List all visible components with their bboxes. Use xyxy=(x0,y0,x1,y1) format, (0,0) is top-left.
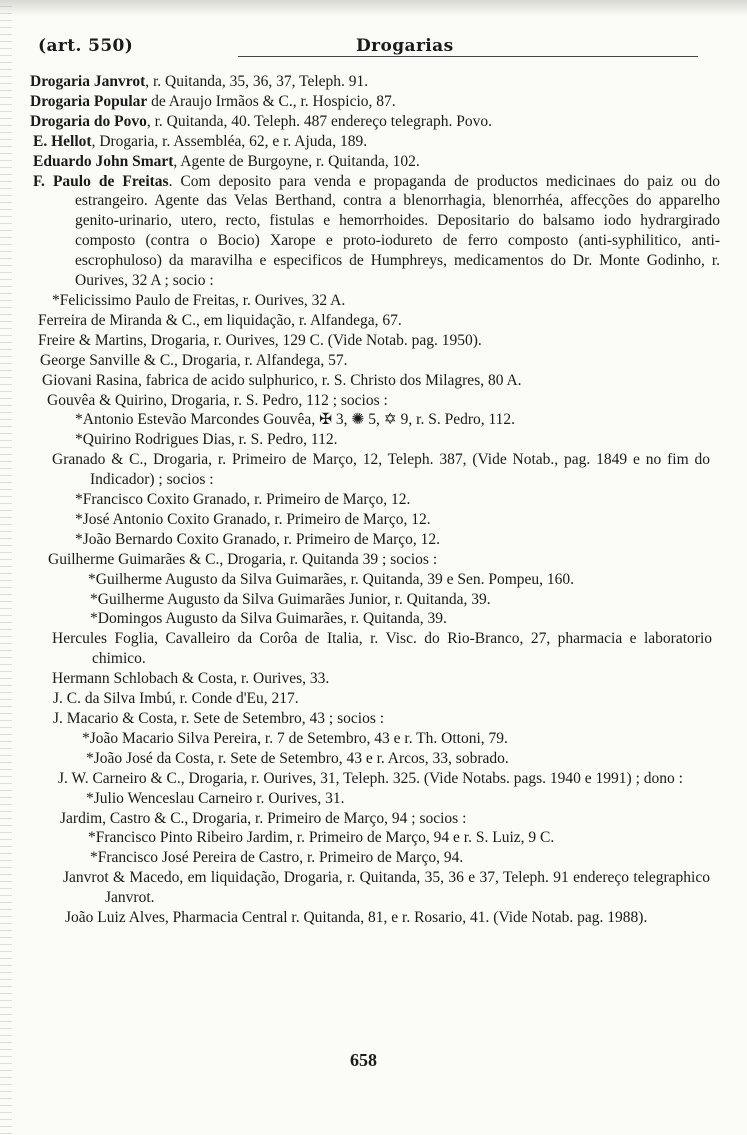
directory-entry xyxy=(52,450,710,490)
entry-text: J. C. da Silva Imbú, r. Conde d'Eu, 217. xyxy=(53,690,299,708)
entry-name: F. Paulo de Freitas xyxy=(33,172,169,190)
entry-text: *Guilherme Augusto da Silva Guimarães Junior, r. Quitanda, 39. xyxy=(90,590,491,608)
entry-text: *João Bernardo Coxito Granado, r. Primeiro de Março, 12. xyxy=(75,530,441,548)
directory-entry xyxy=(86,789,686,809)
directory-entry xyxy=(88,828,702,848)
entry-text: , Drogaria, r. Assembléa, 62, e r. Ajuda, 189. xyxy=(91,132,368,150)
directory-entry xyxy=(75,490,715,510)
entry-text: . Com deposito para venda e propaganda de productos medicinaes do paiz ou do estrangeiro. Agente das Velas Berthand, contra a blenorrhagia, blenorrhéa, affecções do apparelho genito-urinario, utero, recto, fistulas e hemorrhoides. Depositario do balsamo iodo hydrargirado composto (contra o Bocio) Xarope e proto-iodureto de ferro composto (anti-syphilitico, anti-escrophuloso) da maravilha e especificos de Humphreys, medicamentos do Dr. Monte Godinho, r. Ourives, 32 A ; socio : xyxy=(75,172,721,290)
entry-text: *Francisco Pinto Ribeiro Jardim, r. Primeiro de Março, 94 e r. S. Luiz, 9 C. xyxy=(88,829,555,847)
directory-entry xyxy=(90,848,690,868)
entry-text: *Guilherme Augusto da Silva Guimarães, r. Quitanda, 39 e Sen. Pompeu, 160. xyxy=(88,570,575,588)
directory-entry xyxy=(75,510,715,530)
directory-entry xyxy=(90,590,690,610)
entry-text: *Felicissimo Paulo de Freitas, r. Ourives, 32 A. xyxy=(52,291,346,309)
entry-text: , r. Quitanda, 35, 36, 37, Teleph. 91. xyxy=(145,73,369,90)
entry-name: Drogaria do Povo xyxy=(30,112,147,130)
entry-text: Hermann Schlobach & Costa, r. Ourives, 33. xyxy=(52,670,330,688)
directory-entry xyxy=(75,430,715,450)
scan-edge xyxy=(0,0,747,16)
entry-text: Guilherme Guimarães & C., Drogaria, r. Quitanda 39 ; socios : xyxy=(48,550,438,568)
directory-entry xyxy=(52,629,712,669)
entry-text: Hercules Foglia, Cavalleiro da Corôa de Italia, r. Visc. do Rio-Branco, 27, pharmacia e laboratorio chimico. xyxy=(52,630,712,668)
entry-text: , r. Quitanda, 40. Teleph. 487 endereço telegraph. Povo. xyxy=(146,112,492,130)
directory-entry xyxy=(33,152,713,172)
directory-entry xyxy=(60,809,700,829)
directory-entry xyxy=(86,749,706,769)
directory-entry xyxy=(88,570,710,590)
entry-text: *José Antonio Coxito Granado, r. Primeiro de Março, 12. xyxy=(75,510,431,528)
entry-text: *Julio Wenceslau Carneiro r. Ourives, 31. xyxy=(86,789,345,807)
directory-entry xyxy=(53,689,693,709)
directory-entry xyxy=(33,172,721,291)
directory-entry xyxy=(53,709,693,729)
header-rule xyxy=(238,56,698,57)
directory-entry xyxy=(58,769,702,789)
directory-entry xyxy=(30,72,710,92)
entry-text: *Antonio Estevão Marcondes Gouvêa, ✠ 3, ✺ 5, ✡ 9, r. S. Pedro, 112. xyxy=(75,411,516,429)
directory-entry xyxy=(30,112,710,132)
entry-text: Janvrot & Macedo, em liquidação, Drogaria, r. Quitanda, 35, 36 e 37, Teleph. 91 endereço telegraphico Janvrot. xyxy=(63,869,710,907)
entry-name: Drogaria Janvrot xyxy=(30,73,146,90)
page-header xyxy=(38,34,698,58)
entry-text: Jardim, Castro & C., Drogaria, r. Primeiro de Março, 94 ; socios : xyxy=(60,809,467,827)
entry-text: *João Macario Silva Pereira, r. 7 de Setembro, 43 e r. Th. Ottoni, 79. xyxy=(82,729,508,747)
directory-entry xyxy=(38,331,718,351)
directory-entry xyxy=(47,391,707,411)
entry-text: George Sanville & C., Drogaria, r. Alfandega, 57. xyxy=(40,351,348,369)
directory-entry xyxy=(30,92,710,112)
entry-text: Giovani Rasina, fabrica de acido sulphurico, r. S. Christo dos Milagres, 80 A. xyxy=(42,371,522,389)
entry-text: Ferreira de Miranda & C., em liquidação, r. Alfandega, 67. xyxy=(38,311,402,329)
entry-text: *Quirino Rodrigues Dias, r. S. Pedro, 112. xyxy=(75,431,338,449)
directory-entry xyxy=(90,609,690,629)
directory-entry xyxy=(75,530,715,550)
entry-name: E. Hellot xyxy=(33,132,92,150)
entry-name: Eduardo John Smart xyxy=(33,152,174,170)
directory-entry xyxy=(63,868,710,908)
entry-text: *João José da Costa, r. Sete de Setembro, 43 e r. Arcos, 33, sobrado. xyxy=(86,749,509,767)
directory-entry xyxy=(33,132,713,152)
entry-text: J. W. Carneiro & C., Drogaria, r. Ourives, 31, Teleph. 325. (Vide Notabs. pags. 1940 e 1991) ; dono : xyxy=(58,769,683,787)
directory-entry xyxy=(42,371,722,391)
directory-entry xyxy=(40,351,720,371)
directory-entry xyxy=(52,669,692,689)
entry-text: *Francisco José Pereira de Castro, r. Primeiro de Março, 94. xyxy=(90,849,464,867)
directory-entry xyxy=(65,908,715,928)
entry-text: Freire & Martins, Drogaria, r. Ourives, 129 C. (Vide Notab. pag. 1950). xyxy=(38,331,482,349)
directory-entry xyxy=(75,410,715,430)
entry-text: de Araujo Irmãos & C., r. Hospicio, 87. xyxy=(147,92,396,110)
entry-list xyxy=(0,72,747,928)
entry-text: , Agente de Burgoyne, r. Quitanda, 102. xyxy=(173,152,420,170)
directory-entry xyxy=(52,291,692,311)
directory-entry xyxy=(48,550,708,570)
entry-text: *Francisco Coxito Granado, r. Primeiro de Março, 12. xyxy=(75,491,411,509)
directory-entry xyxy=(38,311,718,331)
entry-text: João Luiz Alves, Pharmacia Central r. Quitanda, 81, e r. Rosario, 41. (Vide Notab. pag. 1988). xyxy=(65,909,648,927)
entry-text: *Domingos Augusto da Silva Guimarães, r. Quitanda, 39. xyxy=(90,610,447,628)
page-number: 658 xyxy=(350,1050,377,1070)
entry-text: Granado & C., Drogaria, r. Primeiro de Março, 12, Teleph. 387, (Vide Notab., pag. 1849 e no fim do Indicador) ; socios : xyxy=(52,451,710,489)
entry-text: Gouvêa & Quirino, Drogaria, r. S. Pedro, 112 ; socios : xyxy=(47,391,388,409)
entry-text: J. Macario & Costa, r. Sete de Setembro, 43 ; socios : xyxy=(53,710,385,727)
article-number: (art. 550) xyxy=(38,36,134,56)
directory-entry xyxy=(82,729,722,749)
section-title: Drogarias xyxy=(356,36,454,56)
entry-name: Drogaria Popular xyxy=(30,92,148,110)
